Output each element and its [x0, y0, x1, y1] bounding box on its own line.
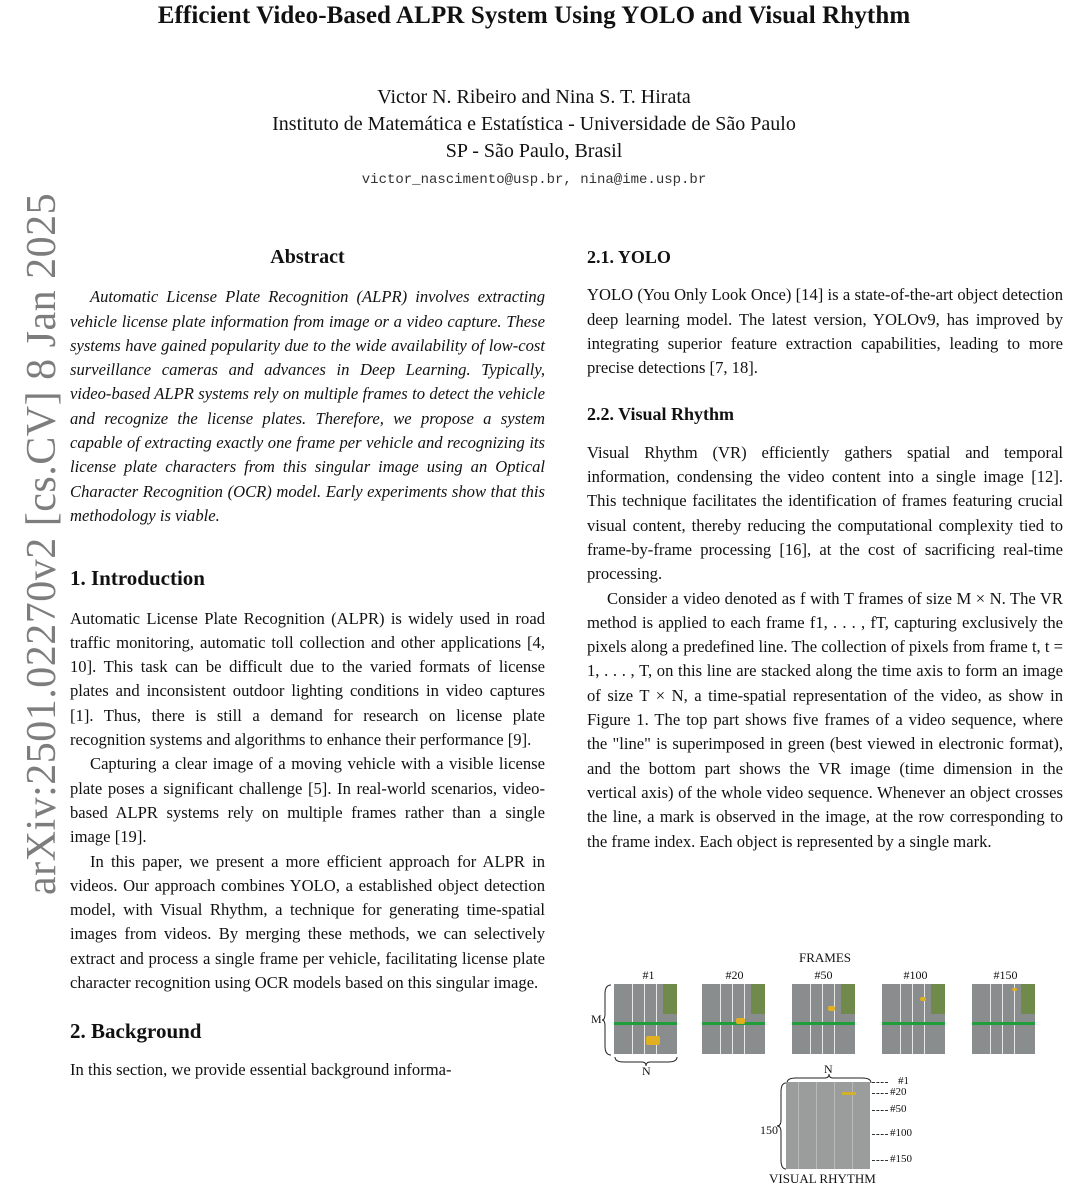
- vr-tick-label: #100: [890, 1127, 912, 1139]
- background-paragraph: In this section, we provide essential background informa-: [70, 1059, 452, 1079]
- video-frame-1: [614, 984, 677, 1054]
- yolo-paragraph: YOLO (You Only Look Once) [14] is a state-of-the-art object detection deep learning model. The latest version, YOLOv9, has improved by integrating superior feature extraction capabilities, leading to more precise detections [7, 18].: [587, 285, 1063, 378]
- visual-rhythm-paragraph-2: Consider a video denoted as f with T frames of size M × N. The VR method is applied to each frame f1, . . . , fT, capturing exclusively the pixels along a predefined line. The collection of pixels from frame t, t = 1, . . . , T, on this line are stacked along the time axis to form an image of size T × N, a time-spatial representation of the video, as show in Figure 1. The top part shows five frames of a video sequence, where the "line" is superimposed in green (best viewed in electronic format), and the bottom part shows the VR image (time dimension in the vertical axis) of the whole video sequence. Whenever an object crosses the line, a mark is observed in the image, at the row corresponding to the frame index. Each object is represented by a single mark.: [587, 588, 1063, 851]
- vr-tick-label: #150: [890, 1153, 912, 1165]
- frame-label: #100: [903, 968, 928, 982]
- author-block: [0, 84, 1068, 165]
- video-frame-50: [792, 984, 855, 1054]
- vr-time-brace: [777, 1082, 787, 1170]
- car: [1012, 988, 1017, 991]
- introduction-heading: 1. Introduction: [70, 566, 205, 591]
- figure-1: [584, 950, 1064, 1185]
- vr-tick-label: #20: [890, 1086, 907, 1098]
- car: [736, 1018, 745, 1024]
- abstract-heading: Abstract: [270, 246, 345, 268]
- intro-paragraph-3: In this paper, we present a more efficient approach for ALPR in videos. Our approach combines YOLO, a established object detection model, with Visual Rhythm, a technique for generating time-spatial images from videos. By merging these methods, we can selectively extract and process a single frame per vehicle, facilitating license plate character recognition using OCR models based on this singular image.: [70, 851, 545, 993]
- background-heading: 2. Background: [70, 1019, 202, 1044]
- video-frame-150: [972, 984, 1035, 1054]
- intro-paragraph-1: Automatic License Plate Recognition (ALPR) is widely used in road traffic monitoring, automatic toll collection and other applications [4, 10]. This task can be difficult due to the varied formats of license plates and inconsistent outdoor lighting conditions in video captures [1]. Thus, there is still a demand for research on license plate recognition systems and algorithms to enhance their performance [9].: [70, 608, 545, 750]
- vr-frame-count: 150: [760, 1123, 778, 1137]
- vehicle-mark: [842, 1092, 856, 1095]
- m-dimension-label: M: [591, 1012, 602, 1026]
- frame-label: #50: [814, 968, 833, 982]
- vr-tick-label: #1: [898, 1075, 909, 1087]
- visual-rhythm-image: [786, 1082, 870, 1169]
- visual-rhythm-paragraph-1: Visual Rhythm (VR) efficiently gathers spatial and temporal information, condensing the video content into a single image [12]. This technique facilitates the identification of frames featuring crucial visual content, thereby reducing the computational complexity tied to frame-by-frame processing [16], at the cost of sacrificing real-time processing.: [587, 442, 1063, 584]
- visual-rhythm-line: [614, 1022, 677, 1025]
- location: SP - São Paulo, Brasil: [445, 140, 623, 162]
- car: [920, 997, 926, 1001]
- left-column: [70, 245, 545, 1082]
- abstract-text: Automatic License Plate Recognition (ALPR) involves extracting vehicle license plate information from image or a video capture. These systems have gained popularity due to the wide availability of low-cost surveillance cameras and advances in Deep Learning. Typically, video-based ALPR systems rely on multiple frames to detect the vehicle and recognize the license plates. Therefore, we propose a system capable of extracting exactly one frame per vehicle and recognizing its license plate characters from this singular image using an Optical Character Recognition (OCR) model. Early experiments show that this methodology is viable.: [70, 287, 545, 525]
- car: [646, 1036, 660, 1045]
- author-emails: victor_nascimento@usp.br, nina@ime.usp.br: [361, 172, 707, 188]
- yolo-heading: 2.1. YOLO: [587, 247, 671, 267]
- arxiv-identifier: arXiv:2501.02270v2 [cs.CV] 8 Jan 2025: [19, 192, 65, 895]
- frames-label: FRAMES: [799, 950, 852, 965]
- affiliation: Instituto de Matemática e Estatística - Universidade de São Paulo: [272, 113, 796, 135]
- frame-label: #20: [725, 968, 744, 982]
- visual-rhythm-heading: 2.2. Visual Rhythm: [587, 404, 735, 425]
- n-dimension-label: N: [642, 1064, 651, 1078]
- visual-rhythm-line: [972, 1022, 1035, 1025]
- frame-label: #150: [993, 968, 1018, 982]
- video-frame-20: [702, 984, 765, 1054]
- visual-rhythm-line: [702, 1022, 765, 1025]
- n-dimension-label-vr: N: [824, 1062, 833, 1076]
- frame-label: #1: [642, 968, 655, 982]
- visual-rhythm-line: [792, 1022, 855, 1025]
- visual-rhythm-line: [882, 1022, 945, 1025]
- car: [828, 1006, 835, 1011]
- paper-title: Efficient Video-Based ALPR System Using YOLO and Visual Rhythm: [157, 2, 911, 29]
- video-frame-100: [882, 984, 945, 1054]
- authors: Victor N. Ribeiro and Nina S. T. Hirata: [377, 86, 691, 108]
- right-column: [587, 245, 1063, 854]
- m-brace: [602, 984, 612, 1056]
- intro-paragraph-2: Capturing a clear image of a moving vehicle with a visible license plate poses a significant challenge [5]. In real-world scenarios, video-based ALPR systems rely on multiple frames rather than a single image [19].: [70, 754, 545, 847]
- visual-rhythm-label: VISUAL RHYTHM: [769, 1171, 876, 1186]
- vr-tick-label: #50: [890, 1103, 907, 1115]
